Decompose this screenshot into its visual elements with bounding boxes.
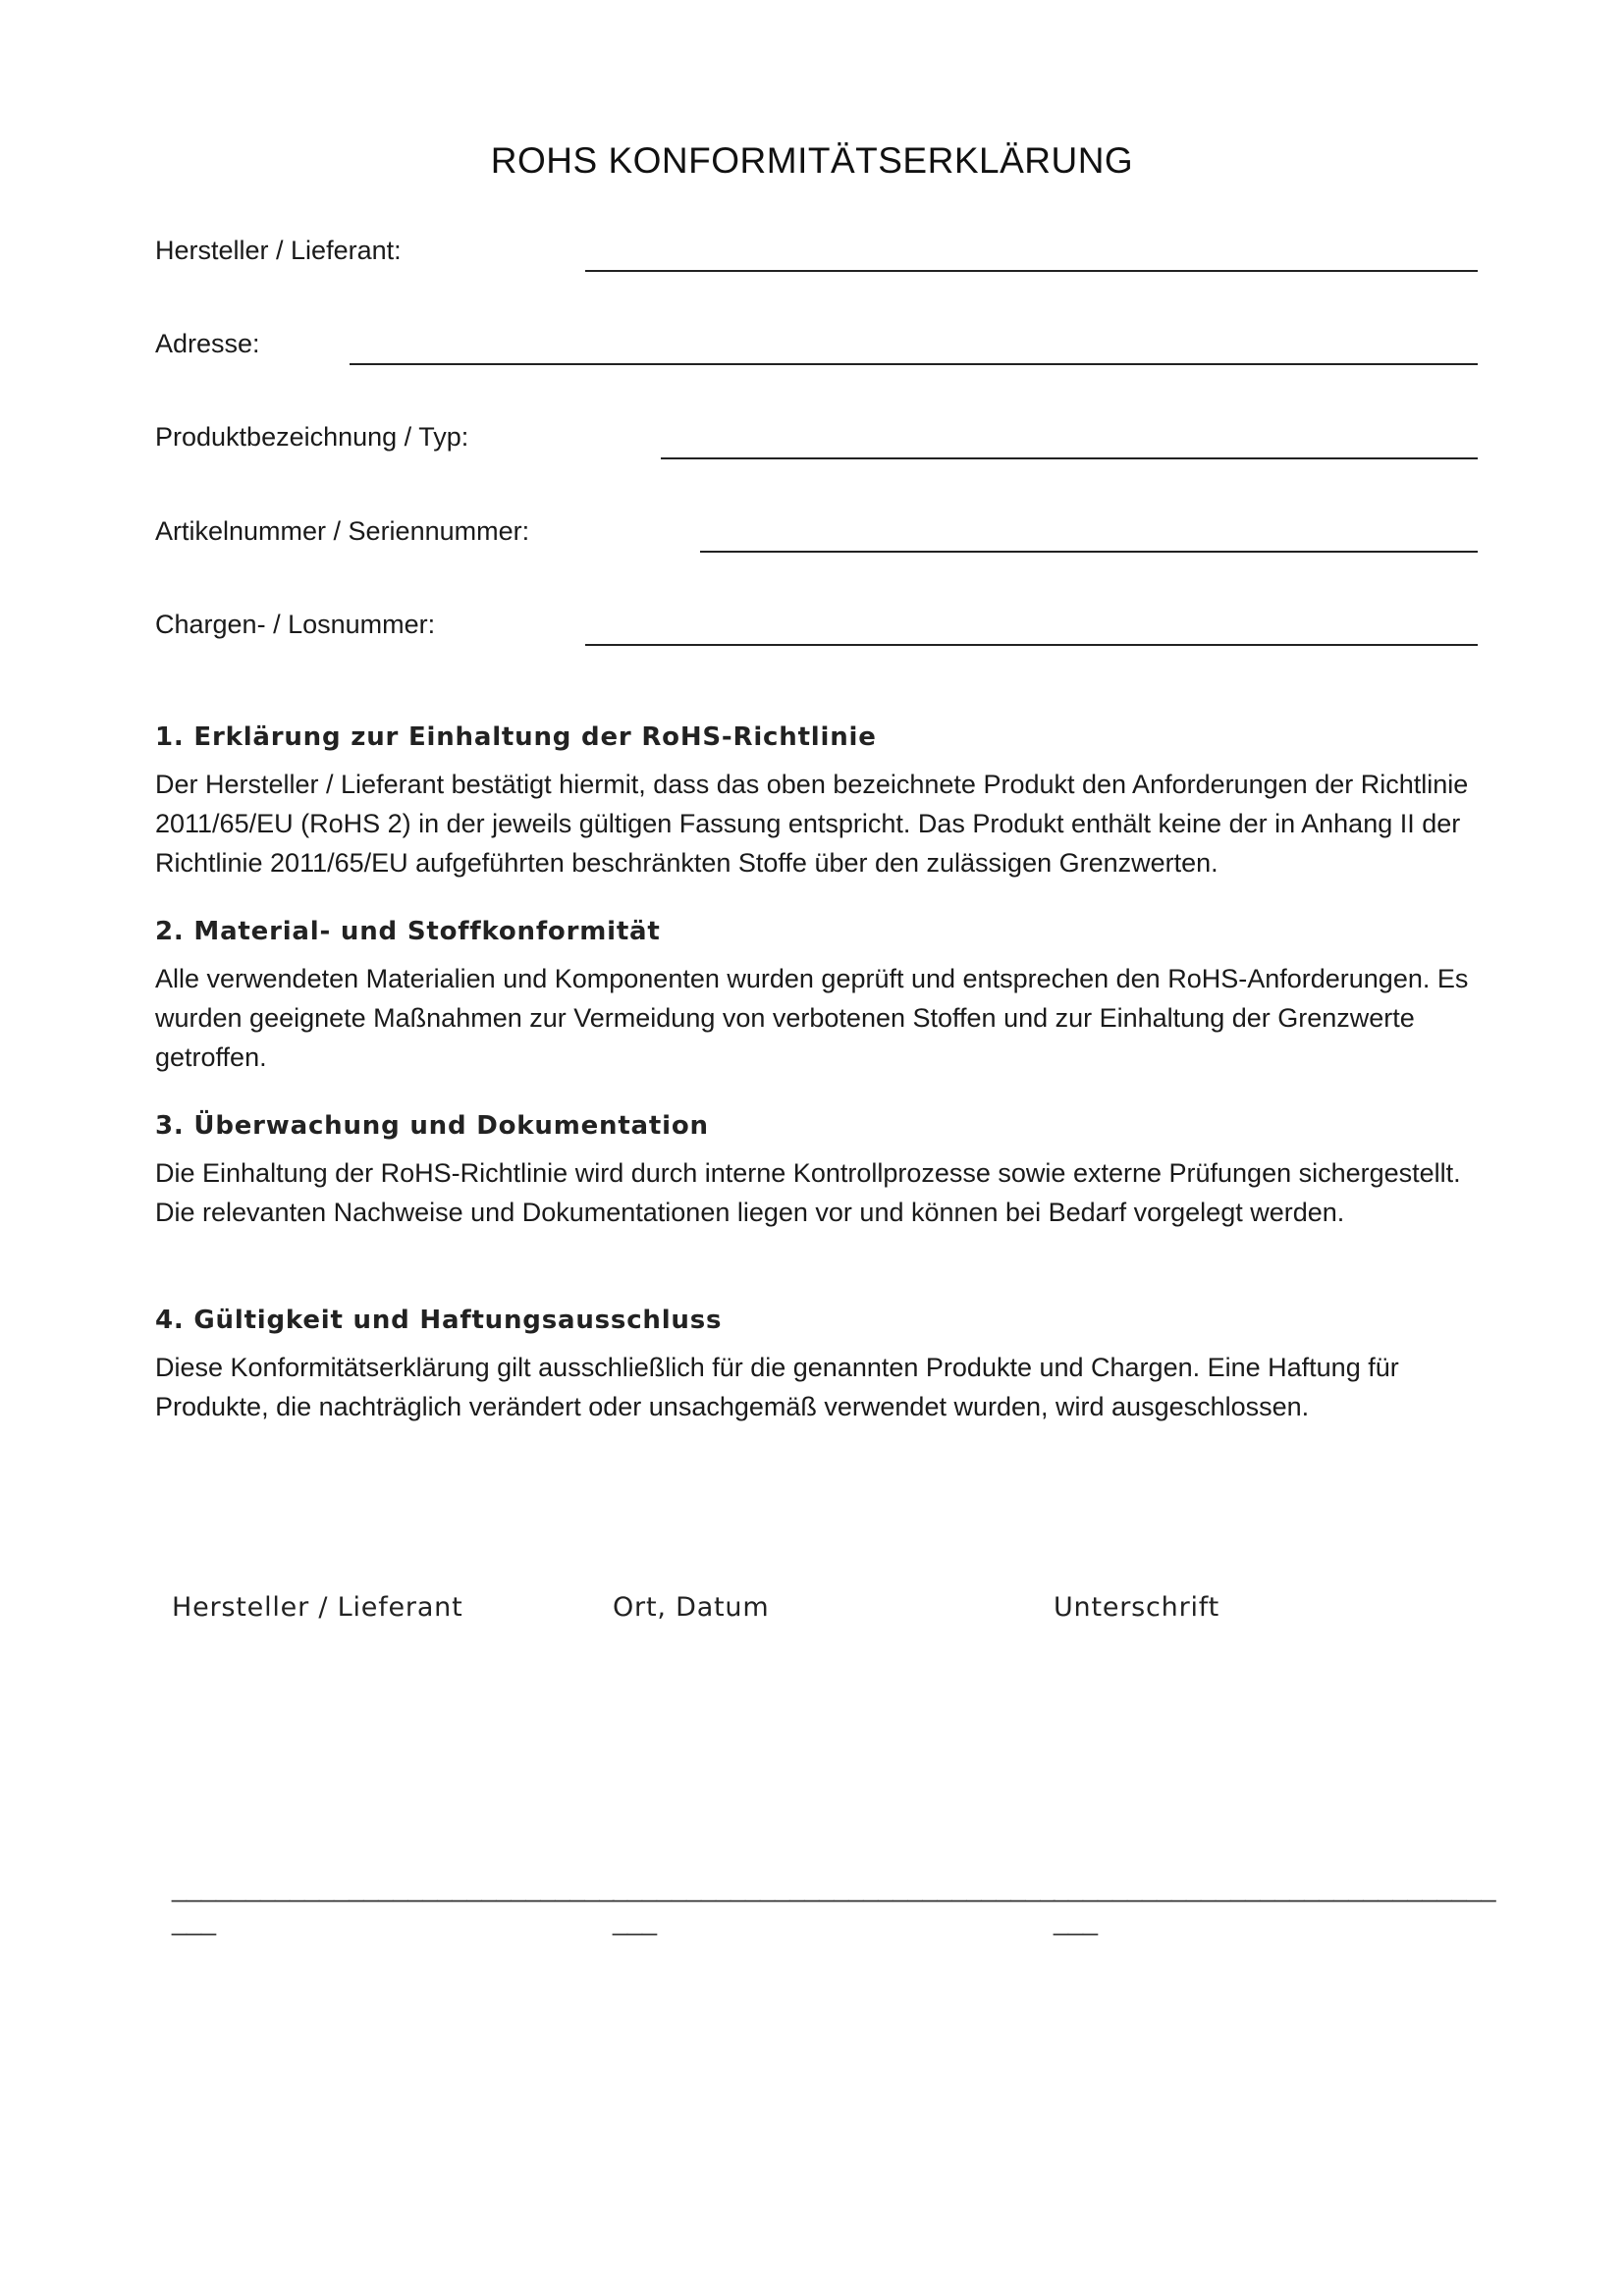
signature-line-place-date[interactable]: ______________________________ ___: [613, 1873, 1056, 1936]
field-label-product: Produktbezeichnung / Typ:: [155, 422, 469, 452]
section-monitoring: [155, 1108, 1490, 1232]
field-label-address: Adresse:: [155, 329, 260, 358]
signature-column-manufacturer: [172, 1592, 584, 1623]
field-line-address[interactable]: [350, 363, 1478, 365]
signature-line-signature[interactable]: ______________________________ ___: [1054, 1873, 1496, 1936]
section-rohs-compliance: [155, 720, 1490, 882]
signature-label: Unterschrift: [1054, 1592, 1220, 1623]
field-label-manufacturer: Hersteller / Lieferant:: [155, 236, 402, 265]
section-body: Alle verwendeten Materialien und Komponenten wurden geprüft und entsprechen den RoHS-Anforderungen. Es wurden geeignete Maßnahmen zur Vermeidung von verbotenen Stoffen und zur Einhaltung der Grenzwerte getroffen.: [155, 964, 1469, 1072]
section-body: Diese Konformitätserklärung gilt ausschließlich für die genannten Produkte und Chargen. Eine Haftung für Produkte, die nachträglich verändert oder unsachgemäß verwendet wurden, wird ausgeschlossen.: [155, 1353, 1399, 1421]
section-material-conformity: [155, 914, 1490, 1077]
section-body: Der Hersteller / Lieferant bestätigt hiermit, dass das oben bezeichnete Produkt den Anforderungen der Richtlinie 2011/65/EU (RoHS 2) in der jeweils gültigen Fassung entspricht. Das Produkt enthält keine der in Anhang II der Richtlinie 2011/65/EU aufgeführten beschränkten Stoffe über den zulässigen Grenzwerten.: [155, 770, 1469, 878]
section-heading: 4. Gültigkeit und Haftungsausschluss: [155, 1306, 723, 1335]
field-line-batch-number[interactable]: [585, 644, 1478, 646]
signature-column-signature: [1054, 1592, 1466, 1623]
signature-line-manufacturer[interactable]: ______________________________ ___: [172, 1873, 615, 1936]
field-line-product[interactable]: [661, 457, 1478, 459]
field-label-batch-number: Chargen- / Losnummer:: [155, 610, 436, 639]
section-validity: [155, 1303, 1490, 1426]
section-heading: 1. Erklärung zur Einhaltung der RoHS-Richtlinie: [155, 722, 877, 752]
document-title: ROHS KONFORMITÄTSERKLÄRUNG: [490, 139, 1134, 181]
signature-column-place-date: [613, 1592, 1025, 1623]
section-heading: 3. Überwachung und Dokumentation: [155, 1111, 709, 1141]
section-body: Die Einhaltung der RoHS-Richtlinie wird durch interne Kontrollprozesse sowie externe Prüfungen sichergestellt. Die relevanten Nachweise und Dokumentationen liegen vor und können bei Bedarf vorgelegt werden.: [155, 1158, 1461, 1227]
field-line-manufacturer[interactable]: [585, 270, 1478, 272]
section-heading: 2. Material- und Stoffkonformität: [155, 917, 661, 946]
field-line-article-number[interactable]: [700, 551, 1478, 553]
signature-label: Hersteller / Lieferant: [172, 1592, 463, 1623]
signature-label: Ort, Datum: [613, 1592, 770, 1623]
field-label-article-number: Artikelnummer / Seriennummer:: [155, 516, 530, 546]
